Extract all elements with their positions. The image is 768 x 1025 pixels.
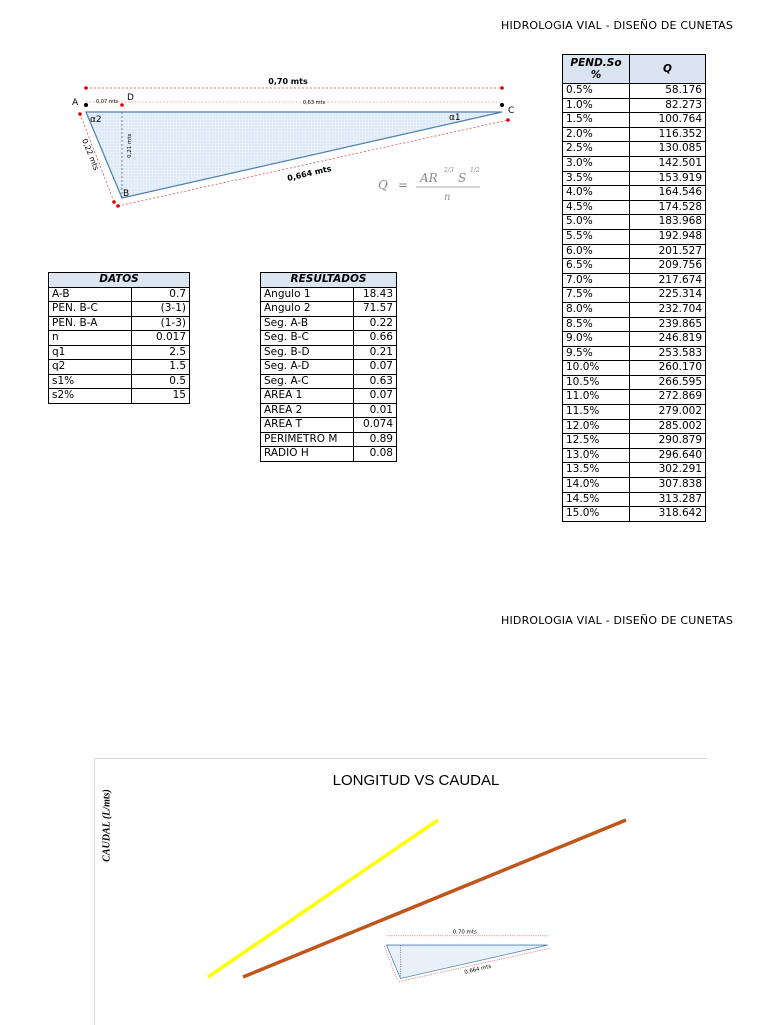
slope-row-label: 10.5% [563, 375, 630, 390]
slope-row-value: 153.919 [630, 171, 706, 186]
slope-row-value: 246.819 [630, 332, 706, 347]
slope-row-value: 82.273 [630, 98, 706, 113]
svg-text:2/3: 2/3 [444, 167, 454, 174]
slope-row-value: 253.583 [630, 346, 706, 361]
slope-row-label: 11.0% [563, 390, 630, 405]
slope-row-value: 130.085 [630, 142, 706, 157]
slope-row-label: 8.0% [563, 302, 630, 317]
slope-row-value: 225.314 [630, 288, 706, 303]
slope-row-value: 164.546 [630, 186, 706, 201]
slope-row-value: 296.640 [630, 448, 706, 463]
resultados-row-value: 0.01 [354, 403, 397, 418]
alpha-1-label: α1 [449, 113, 461, 123]
svg-text:=: = [398, 178, 409, 192]
resultados-row-label: Seg. A-D [261, 360, 354, 375]
point-b-label: B [123, 189, 130, 199]
pend-header: PEND.So % [563, 55, 630, 84]
ab-dimension-label: 0,22 mts [80, 137, 101, 172]
chart-y-axis-label: CAUDAL (L/mts) [101, 789, 113, 862]
slope-row-value: 174.528 [630, 200, 706, 215]
datos-row-label: PEN. B-A [49, 316, 132, 331]
resultados-row-value: 71.57 [354, 302, 397, 317]
resultados-row-value: 0.074 [354, 418, 397, 433]
resultados-row-label: Angulo 2 [261, 302, 354, 317]
slope-row-label: 14.0% [563, 478, 630, 493]
slope-row-value: 100.764 [630, 113, 706, 128]
resultados-row-label: Seg. B-D [261, 345, 354, 360]
datos-row-label: n [49, 331, 132, 346]
slope-row-value: 116.352 [630, 127, 706, 142]
slope-row-value: 318.642 [630, 507, 706, 522]
slope-row-value: 313.287 [630, 492, 706, 507]
slope-row-label: 1.0% [563, 98, 630, 113]
slope-row-value: 192.948 [630, 229, 706, 244]
slope-row-value: 217.674 [630, 273, 706, 288]
point-d-label: D [127, 93, 134, 103]
resultados-row-label: RADIO H [261, 447, 354, 462]
slope-row-value: 302.291 [630, 463, 706, 478]
page-header-1: HIDROLOGIA VIAL - DISEÑO DE CUNETAS [501, 19, 734, 32]
svg-text:S: S [458, 171, 467, 185]
resultados-row-value: 0.66 [354, 331, 397, 346]
datos-row-value: 0.7 [131, 287, 189, 302]
datos-row-label: s2% [49, 389, 132, 404]
slope-row-label: 5.0% [563, 215, 630, 230]
resultados-row-label: Seg. A-B [261, 316, 354, 331]
datos-row-value: (1-3) [131, 316, 189, 331]
svg-text:Q: Q [378, 178, 388, 192]
slope-row-value: 279.002 [630, 405, 706, 420]
slope-row-label: 11.5% [563, 405, 630, 420]
resultados-row-label: PERIMETRO M [261, 432, 354, 447]
slope-row-value: 58.176 [630, 84, 706, 99]
resultados-row-label: Seg. A-C [261, 374, 354, 389]
resultados-row-value: 0.21 [354, 345, 397, 360]
slope-row-label: 6.5% [563, 259, 630, 274]
slope-row-label: 10.0% [563, 361, 630, 376]
datos-row-label: PEN. B-C [49, 302, 132, 317]
resultados-row-label: AREA T [261, 418, 354, 433]
slope-row-label: 13.0% [563, 448, 630, 463]
datos-row-value: 15 [131, 389, 189, 404]
datos-row-value: 2.5 [131, 345, 189, 360]
svg-text:0,70 mts: 0,70 mts [452, 929, 477, 936]
svg-text:0,664 mts: 0,664 mts [463, 963, 492, 976]
slope-row-value: 272.869 [630, 390, 706, 405]
slope-row-label: 13.5% [563, 463, 630, 478]
slope-row-value: 209.756 [630, 259, 706, 274]
slope-row-label: 8.5% [563, 317, 630, 332]
datos-row-value: 0.017 [131, 331, 189, 346]
resultados-row-value: 0.63 [354, 374, 397, 389]
slope-row-label: 9.5% [563, 346, 630, 361]
svg-text:1/2: 1/2 [470, 167, 480, 174]
resultados-row-label: AREA 1 [261, 389, 354, 404]
datos-row-label: q2 [49, 360, 132, 375]
slope-row-value: 201.527 [630, 244, 706, 259]
resultados-row-value: 0.07 [354, 389, 397, 404]
page-header-2: HIDROLOGIA VIAL - DISEÑO DE CUNETAS [501, 614, 734, 627]
resultados-row-label: Seg. B-C [261, 331, 354, 346]
datos-header: DATOS [49, 273, 190, 288]
resultados-row-value: 0.89 [354, 432, 397, 447]
slope-row-value: 307.838 [630, 478, 706, 493]
slope-row-value: 239.865 [630, 317, 706, 332]
slope-row-label: 2.0% [563, 127, 630, 142]
ad-dimension-label: 0,07 mts [96, 99, 119, 105]
bc-dimension-label: 0,664 mts [286, 164, 333, 183]
slope-row-label: 15.0% [563, 507, 630, 522]
slope-row-label: 12.0% [563, 419, 630, 434]
datos-row-value: (3-1) [131, 302, 189, 317]
slope-row-label: 3.5% [563, 171, 630, 186]
slope-row-label: 3.0% [563, 156, 630, 171]
q-header: Q [630, 55, 706, 84]
slope-row-value: 285.002 [630, 419, 706, 434]
datos-row-label: q1 [49, 345, 132, 360]
slope-row-label: 7.5% [563, 288, 630, 303]
slope-row-value: 142.501 [630, 156, 706, 171]
slope-row-label: 9.0% [563, 332, 630, 347]
slope-row-label: 4.5% [563, 200, 630, 215]
slope-row-label: 5.5% [563, 229, 630, 244]
datos-row-value: 0.5 [131, 374, 189, 389]
resultados-row-label: Angulo 1 [261, 287, 354, 302]
mini-cross-section-diagram [375, 925, 560, 987]
slope-row-value: 266.595 [630, 375, 706, 390]
resultados-row-label: AREA 2 [261, 403, 354, 418]
svg-text:n: n [444, 192, 451, 203]
point-c-label: C [508, 106, 515, 116]
slope-row-label: 1.5% [563, 113, 630, 128]
resultados-header: RESULTADOS [261, 273, 397, 288]
slope-row-value: 232.704 [630, 302, 706, 317]
datos-row-label: s1% [49, 374, 132, 389]
datos-row-value: 1.5 [131, 360, 189, 375]
slope-row-value: 290.879 [630, 434, 706, 449]
resultados-row-value: 0.22 [354, 316, 397, 331]
slope-row-label: 0.5% [563, 84, 630, 99]
resultados-row-value: 18.43 [354, 287, 397, 302]
dc-dimension-label: 0,63 mts [302, 100, 326, 106]
chart-title: LONGITUD VS CAUDAL [332, 772, 500, 789]
slope-row-value: 260.170 [630, 361, 706, 376]
slope-row-label: 6.0% [563, 244, 630, 259]
svg-text:AR: AR [420, 171, 438, 185]
resultados-row-value: 0.08 [354, 447, 397, 462]
top-dimension-label: 0,70 mts [268, 77, 308, 86]
point-a-label: A [72, 98, 79, 108]
datos-row-label: A-B [49, 287, 132, 302]
resultados-row-value: 0.07 [354, 360, 397, 375]
slope-row-label: 2.5% [563, 142, 630, 157]
slope-row-label: 4.0% [563, 186, 630, 201]
slope-row-label: 14.5% [563, 492, 630, 507]
slope-row-label: 12.5% [563, 434, 630, 449]
slope-row-value: 183.968 [630, 215, 706, 230]
alpha-2-label: α2 [90, 115, 102, 125]
bd-dimension-label: 0,21 mts [127, 133, 133, 158]
slope-row-label: 7.0% [563, 273, 630, 288]
